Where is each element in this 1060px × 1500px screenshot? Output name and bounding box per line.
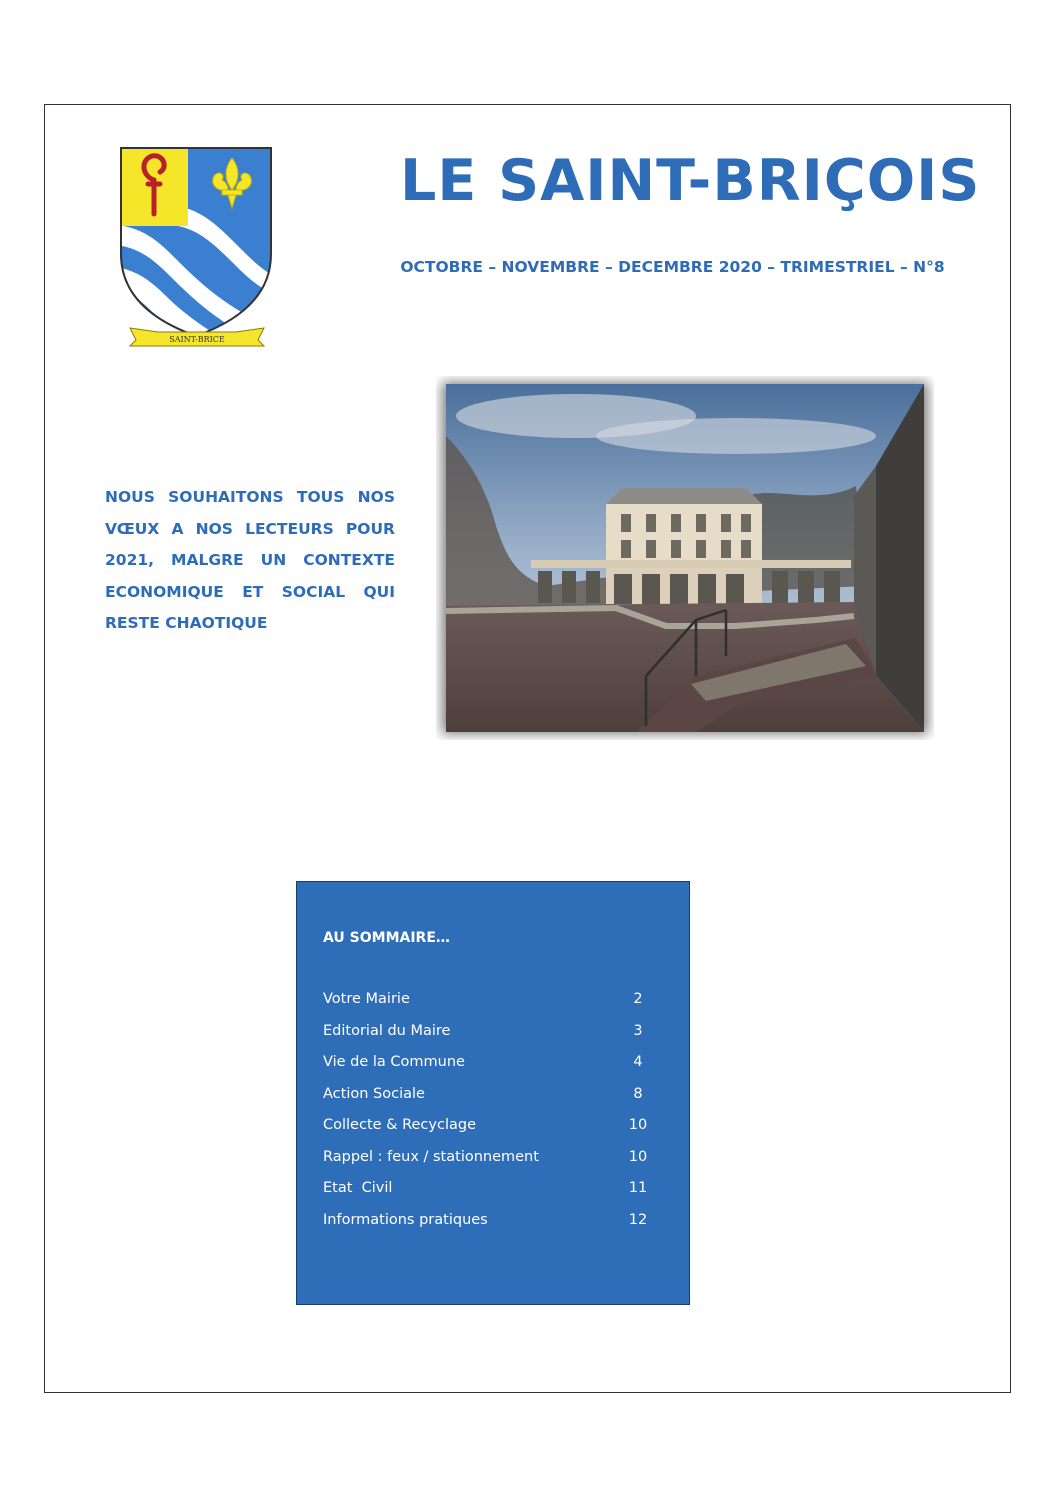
contents-box: [296, 881, 690, 1305]
contents-item[interactable]: [323, 1209, 653, 1241]
contents-item-page: 10: [628, 1148, 648, 1165]
contents-item[interactable]: [323, 1083, 653, 1115]
contents-item-label: Vie de la Commune: [323, 1054, 465, 1070]
contents-item-page: 3: [633, 1022, 643, 1039]
contents-item-label: Etat Civil: [323, 1180, 393, 1196]
contents-item-page: 2: [633, 991, 643, 1007]
contents-item[interactable]: [323, 1114, 653, 1146]
contents-item-label: Collecte & Recyclage: [323, 1117, 476, 1133]
contents-item-label: Editorial du Maire: [323, 1022, 451, 1039]
issue-subtitle: OCTOBRE – NOVEMBRE – DECEMBRE 2020 – TRIMESTRIEL – N°8: [400, 258, 945, 276]
contents-item-page: 8: [633, 1085, 643, 1102]
contents-item-label: Votre Mairie: [323, 991, 410, 1007]
contents-item[interactable]: [323, 1177, 653, 1209]
coat-of-arms-icon: [118, 146, 276, 348]
contents-item-page: 12: [628, 1211, 648, 1228]
contents-item-label: Informations pratiques: [323, 1211, 488, 1228]
newsletter-title: LE SAINT-BRIÇOIS: [400, 148, 981, 214]
contents-item-label: Action Sociale: [323, 1085, 425, 1102]
contents-item-page: 10: [628, 1117, 648, 1133]
contents-item-page: 11: [628, 1180, 648, 1196]
contents-list: [323, 988, 653, 1240]
town-hall-photo: [436, 376, 934, 740]
svg-text:SAINT-BRICE: SAINT-BRICE: [169, 335, 225, 344]
greeting-text: NOUS SOUHAITONS TOUS NOS VŒUX A NOS LECTEURS POUR 2021, MALGRE UN CONTEXTE ECONOMIQUE ET SOCIAL QUI RESTE CHAOTIQUE: [105, 488, 395, 632]
contents-item[interactable]: [323, 1020, 653, 1052]
contents-item[interactable]: [323, 1051, 653, 1083]
contents-item-page: 4: [633, 1054, 643, 1070]
contents-item-label: Rappel : feux / stationnement: [323, 1148, 539, 1165]
contents-item[interactable]: [323, 988, 653, 1020]
contents-heading: AU SOMMAIRE…: [323, 930, 450, 946]
contents-item[interactable]: [323, 1146, 653, 1178]
